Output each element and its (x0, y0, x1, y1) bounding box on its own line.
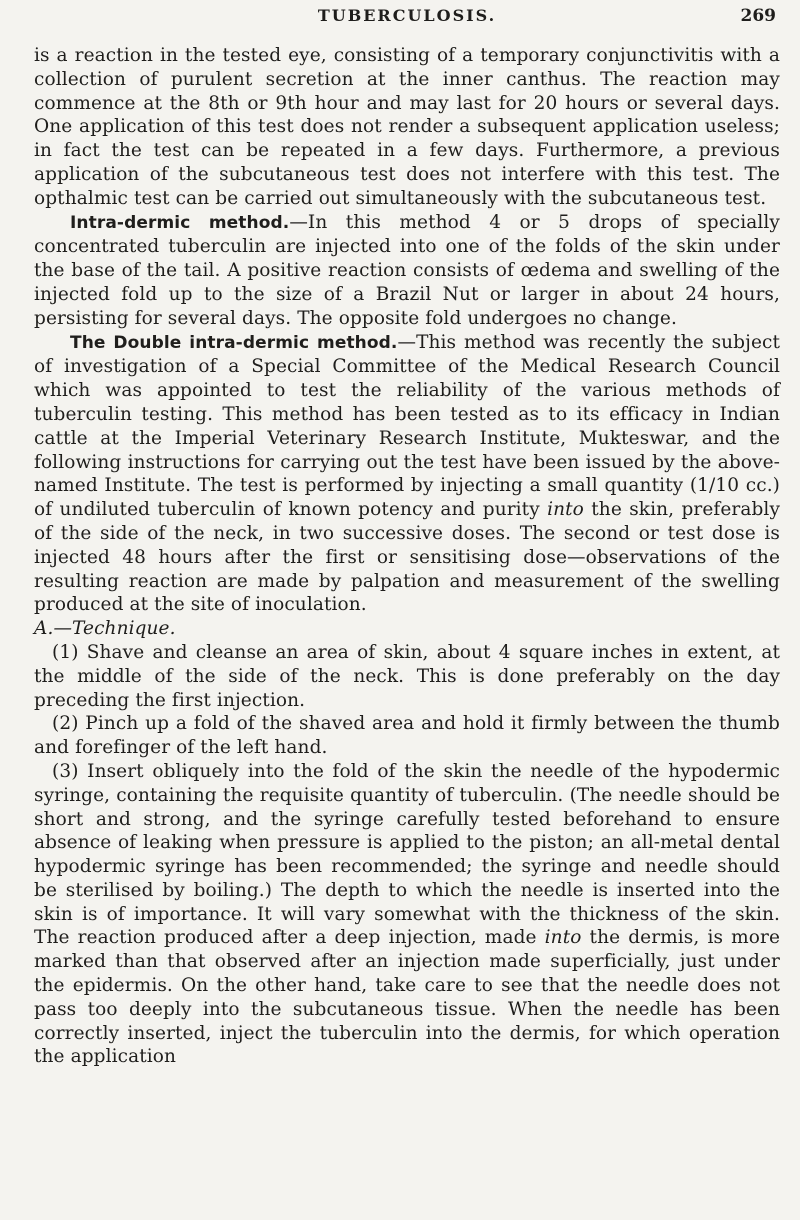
paragraph-ophthalmic-continuation (34, 44, 780, 211)
technique-step-1 (34, 641, 780, 712)
running-header (34, 0, 780, 44)
section-heading-double-intra-dermic: The Double intra-dermic method. (70, 332, 398, 353)
step-text: (1) Shave and cleanse an area of skin, about 4 square inches in extent, at the middle of the side of the neck. This is done preferably on the day preceding the first injection. (34, 641, 780, 711)
paragraph-text: —This method was recently the subject of investigation of a Special Committee of the Medical Research Council which was appointed to test the reliability of the various methods of tuberculin testing. This method has been tested as to its efficacy in Indian cattle at the Imperial Veterinary Research Institute, Mukteswar, and the following instructions for carrying out the test have been issued by the above-named Institute. The test is performed by injecting a small quantity (1/10 cc.) of undiluted tuberculin of known potency and purity (34, 331, 780, 521)
page-body (34, 44, 780, 1069)
emphasis-into: into (547, 499, 584, 521)
technique-label: A.—Technique. (34, 618, 176, 640)
running-title: TUBERCULOSIS. (317, 6, 497, 25)
paragraph-text: the skin, preferably of the side of the neck, in two successive doses. The second or test dose is injected 48 hours after the first or sensitising dose—observations of the resulting reaction are made by palpation and measurement of the swelling produced at the site of inoculation. (34, 499, 780, 616)
emphasis-into: into (544, 927, 582, 949)
section-label-technique (34, 617, 780, 641)
step-text: the dermis, is more marked than that observed after an injection made superficially, just under the epidermis. On the other hand, take care to see that the needle does not pass too deeply into the subcutaneous tissue. When the needle has been correctly inserted, inject the tuberculin into the dermis, for which operation the application (34, 927, 781, 1068)
step-text: (3) Insert obliquely into the fold of the skin the needle of the hypodermic syringe, containing the requisite quantity of tuberculin. (The needle should be short and strong, and the syringe carefully tested beforehand to ensure absence of leaking when pressure is applied to the piston; an all-metal dental hypodermic syringe has been recommended; the syringe and needle should be sterilised by boiling.) The depth to which the needle is inserted into the skin is of importance. It will vary somewhat with the thickness of the skin. The reaction produced after a deep injection, made (34, 760, 780, 949)
paragraph-double-intra-dermic (34, 331, 780, 618)
step-text: (2) Pinch up a fold of the shaved area and hold it firmly between the thumb and forefinger of the left hand. (34, 713, 780, 759)
technique-step-3 (34, 760, 780, 1069)
paragraph-text: —In this method 4 or 5 drops of specially concentrated tuberculin are injected into one of the folds of the skin under the base of the tail. A positive reaction consists of œdema and swelling of the injected fold up to the size of a Brazil Nut or larger in about 24 hours, persisting for several days. The opposite fold undergoes no change. (34, 211, 780, 329)
technique-step-2 (34, 712, 780, 760)
page-number: 269 (740, 6, 776, 26)
paragraph-intra-dermic (34, 211, 780, 331)
section-heading-intra-dermic: Intra-dermic method. (70, 212, 290, 233)
paragraph-text: is a reaction in the tested eye, consisting of a temporary conjunctivitis with a collection of purulent secretion at the inner canthus. The reaction may commence at the 8th or 9th hour and may last for 20 hours or several days. One application of this test does not render a subsequent application useless; in fact the test can be repeated in a few days. Furthermore, a previous application of the subcutaneous test does not interfere with this test. The opthalmic test can be carried out simultaneously with the subcutaneous test. (34, 45, 780, 209)
